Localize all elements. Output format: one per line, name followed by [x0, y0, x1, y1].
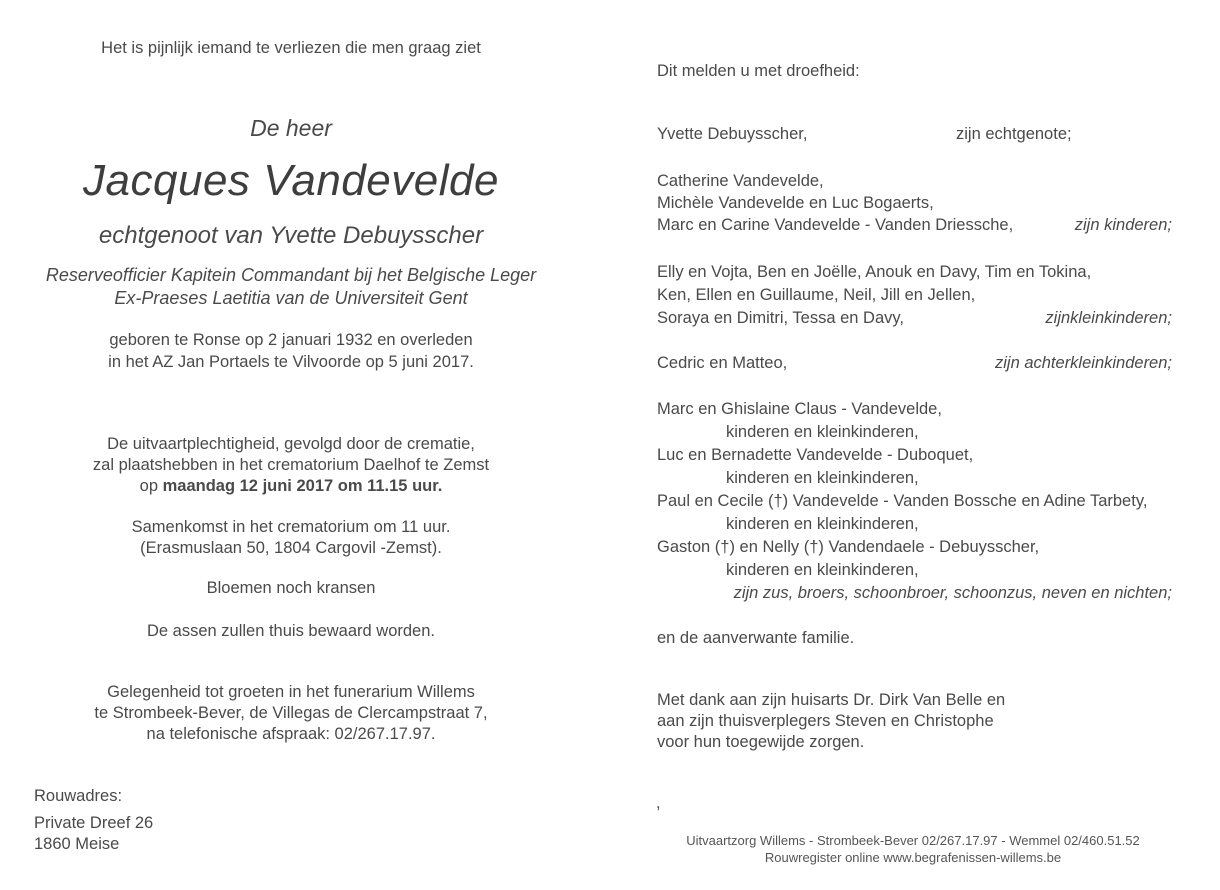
spouse-role: zijn echtgenote; — [956, 125, 1072, 143]
funeral-home-footer: Uitvaartzorg Willems - Strombeek-Bever 02/267.17.97 - Wemmel 02/460.51.52 — [686, 833, 1140, 848]
sibling-line-1: Marc en Ghislaine Claus - Vandevelde, — [657, 400, 942, 418]
sibling-line-4-sub: kinderen en kleinkinderen, — [726, 561, 919, 579]
address-city: 1860 Meise — [34, 835, 120, 853]
children-role: zijn kinderen; — [1074, 216, 1172, 234]
funeral-date: maandag 12 juni 2017 om 11.15 uur. — [162, 477, 443, 495]
stray-comma: , — [656, 794, 661, 812]
sibling-line-1-sub: kinderen en kleinkinderen, — [726, 423, 919, 441]
funeral-date-prefix: op — [139, 477, 163, 495]
great-grandchildren-role: zijn achterkleinkinderen; — [994, 354, 1172, 372]
honorific: De heer — [250, 115, 332, 141]
thanks-line-1: Met dank aan zijn huisarts Dr. Dirk Van Belle en — [657, 691, 1006, 709]
online-register-footer: Rouwregister online www.begrafenissen-willems.be — [764, 850, 1062, 865]
grandchild-line-2: Ken, Ellen en Guillaume, Neil, Jill en Jellen, — [657, 286, 976, 304]
visit-line-3: na telefonische afspraak: 02/267.17.97. — [146, 725, 436, 743]
function-line-2: Ex-Praeses Laetitia van de Universiteit Gent — [114, 288, 468, 308]
grandchild-line-3: Soraya en Dimitri, Tessa en Davy, — [657, 309, 904, 327]
motto: Het is pijnlijk iemand te verliezen die men graag ziet — [101, 39, 481, 57]
grandchildren-role: zijnkleinkinderen; — [1045, 309, 1172, 327]
sibling-line-2: Luc en Bernadette Vandevelde - Duboquet, — [657, 446, 974, 464]
birth-line-2: in het AZ Jan Portaels te Vilvoorde op 5 juni 2017. — [108, 353, 474, 371]
great-grandchild-line: Cedric en Matteo, — [657, 354, 788, 372]
siblings-role: zijn zus, broers, schoonbroer, schoonzus, neven en nichten; — [733, 584, 1172, 602]
sibling-line-4: Gaston (†) en Nelly (†) Vandendaele - Debuysscher, — [657, 538, 1040, 556]
extended-family: en de aanverwante familie. — [657, 629, 855, 647]
sibling-line-2-sub: kinderen en kleinkinderen, — [726, 469, 919, 487]
child-line-1: Catherine Vandevelde, — [657, 172, 824, 190]
gathering-line-1: Samenkomst in het crematorium om 11 uur. — [131, 518, 451, 536]
address-street: Private Dreef 26 — [34, 814, 154, 832]
address-label: Rouwadres: — [34, 787, 123, 805]
funeral-line-1: De uitvaartplechtigheid, gevolgd door de crematie, — [107, 435, 475, 453]
birth-line-1: geboren te Ronse op 2 januari 1932 en overleden — [109, 331, 473, 349]
grandchild-line-1: Elly en Vojta, Ben en Joëlle, Anouk en Davy, Tim en Tokina, — [657, 263, 1092, 281]
spouse-line: echtgenoot van Yvette Debuysscher — [98, 222, 484, 249]
sibling-line-3-sub: kinderen en kleinkinderen, — [726, 515, 919, 533]
funeral-line-3 — [140, 475, 443, 497]
funeral-line-2: zal plaatshebben in het crematorium Daelhof te Zemst — [92, 456, 490, 474]
gathering-line-2: (Erasmuslaan 50, 1804 Cargovil -Zemst). — [140, 539, 442, 557]
sibling-line-3: Paul en Cecile (†) Vandevelde - Vanden Bossche en Adine Tarbety, — [657, 492, 1148, 510]
deceased-name: Jacques Vandevelde — [83, 156, 499, 205]
visit-line-2: te Strombeek-Bever, de Villegas de Clercampstraat 7, — [94, 704, 488, 722]
flowers-note: Bloemen noch kransen — [206, 579, 376, 597]
thanks-line-3: voor hun toegewijde zorgen. — [657, 733, 865, 751]
child-line-3: Marc en Carine Vandevelde - Vanden Driessche, — [657, 216, 1014, 234]
function-line-1: Reserveofficier Kapitein Commandant bij het Belgische Leger — [45, 265, 537, 285]
ashes-note: De assen zullen thuis bewaard worden. — [146, 622, 436, 640]
announcement-intro: Dit melden u met droefheid: — [657, 62, 860, 80]
child-line-2: Michèle Vandevelde en Luc Bogaerts, — [657, 194, 934, 212]
spouse-name: Yvette Debuysscher, — [657, 125, 808, 143]
visit-line-1: Gelegenheid tot groeten in het funerarium Willems — [107, 683, 475, 701]
thanks-line-2: aan zijn thuisverplegers Steven en Christophe — [657, 712, 994, 730]
